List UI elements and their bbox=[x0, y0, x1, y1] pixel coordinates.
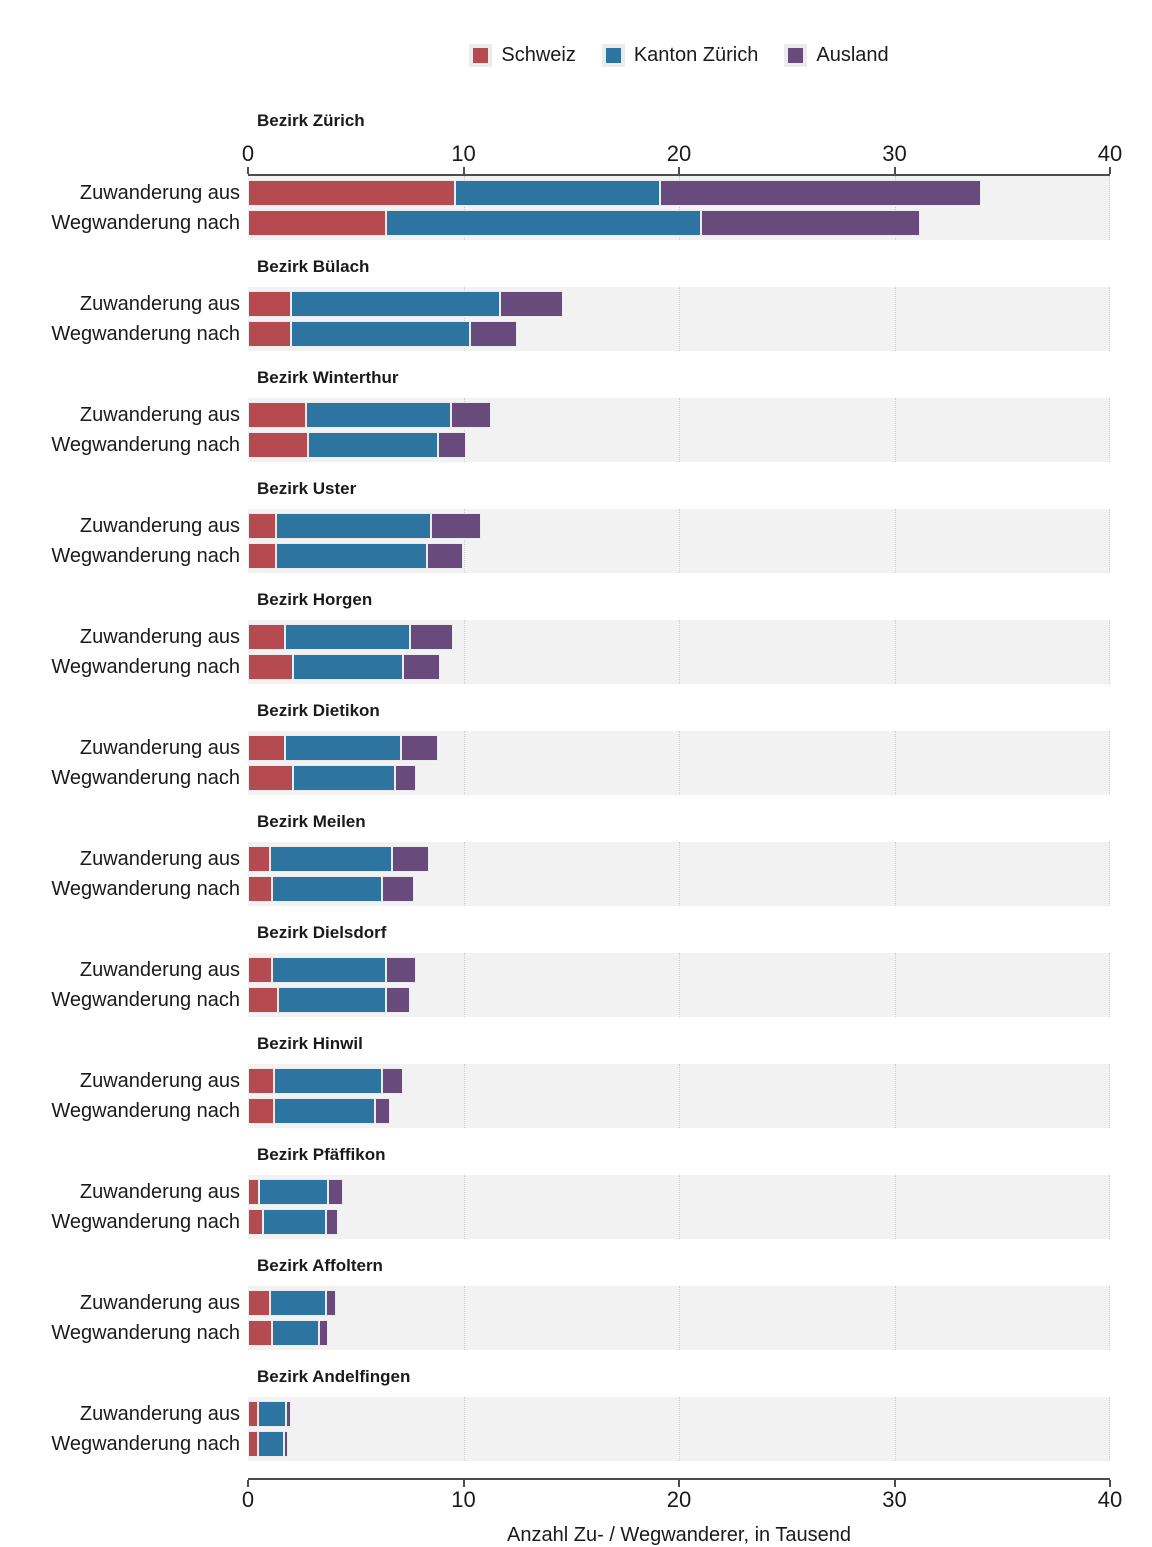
legend-key-icon bbox=[784, 44, 807, 67]
row-labels bbox=[0, 287, 248, 351]
bar-segment bbox=[248, 1098, 274, 1124]
row-labels bbox=[0, 509, 248, 573]
district-block bbox=[0, 1034, 1152, 1128]
bar-segment bbox=[427, 543, 464, 569]
bar-segment bbox=[248, 624, 285, 650]
district-body bbox=[0, 1286, 1152, 1350]
row-label: Zuwanderung aus bbox=[79, 1403, 240, 1425]
row-label: Wegwanderung nach bbox=[51, 545, 240, 567]
bar-segment bbox=[701, 210, 921, 236]
bar-segment bbox=[455, 180, 660, 206]
district-block bbox=[0, 1256, 1152, 1350]
district-body bbox=[0, 620, 1152, 684]
legend-item bbox=[602, 44, 759, 67]
x-axis-bottom bbox=[241, 1478, 1123, 1513]
row-label: Zuwanderung aus bbox=[79, 1292, 240, 1314]
plot-panel bbox=[248, 176, 1110, 240]
x-axis-tick-label: 40 bbox=[1097, 1487, 1123, 1512]
bar-segment bbox=[248, 957, 272, 983]
bar-segment bbox=[274, 1098, 375, 1124]
stacked-bar bbox=[248, 1290, 1110, 1316]
plot-panel bbox=[248, 398, 1110, 462]
bar-segment bbox=[248, 291, 291, 317]
stacked-bar bbox=[248, 1209, 1110, 1235]
legend-swatch-2 bbox=[788, 48, 803, 63]
plot-panel bbox=[248, 842, 1110, 906]
bar-segment bbox=[293, 654, 403, 680]
row-labels bbox=[0, 842, 248, 906]
row-label: Wegwanderung nach bbox=[51, 1433, 240, 1455]
legend-label: Schweiz bbox=[501, 44, 576, 66]
plot-panel bbox=[248, 620, 1110, 684]
legend-label: Ausland bbox=[816, 44, 889, 66]
row-label: Wegwanderung nach bbox=[51, 434, 240, 456]
row-label: Zuwanderung aus bbox=[79, 737, 240, 759]
bar-segment bbox=[328, 1179, 343, 1205]
x-axis-tick-label: 20 bbox=[666, 1487, 692, 1512]
row-label: Wegwanderung nach bbox=[51, 1211, 240, 1233]
stacked-bar bbox=[248, 1098, 1110, 1124]
district-body bbox=[0, 1397, 1152, 1461]
bar-segment bbox=[248, 1290, 270, 1316]
legend-key-icon bbox=[602, 44, 625, 67]
legend-item bbox=[784, 44, 888, 67]
stacked-bar bbox=[248, 402, 1110, 428]
bar-segment bbox=[293, 765, 394, 791]
bar-segment bbox=[392, 846, 429, 872]
bar-segment bbox=[248, 876, 272, 902]
bar-segment bbox=[248, 402, 306, 428]
district-title: Bezirk Bülach bbox=[257, 257, 370, 276]
row-label: Wegwanderung nach bbox=[51, 323, 240, 345]
x-axis-tick-label: 10 bbox=[451, 1487, 476, 1512]
district-block bbox=[0, 1145, 1152, 1239]
district-title: Bezirk Pfäffikon bbox=[257, 1145, 386, 1164]
x-axis-tick-label: 0 bbox=[241, 141, 255, 166]
bar-segment bbox=[258, 1431, 284, 1457]
bar-segment bbox=[272, 957, 386, 983]
bar-segment bbox=[248, 654, 293, 680]
bar-segment bbox=[308, 432, 437, 458]
bar-segment bbox=[660, 180, 981, 206]
district-block bbox=[0, 923, 1152, 1017]
legend bbox=[248, 42, 1110, 69]
row-label: Zuwanderung aus bbox=[79, 293, 240, 315]
bar-segment bbox=[278, 987, 386, 1013]
row-label: Zuwanderung aus bbox=[79, 959, 240, 981]
district-block bbox=[0, 257, 1152, 351]
bar-segment bbox=[248, 321, 291, 347]
x-axis-top bbox=[241, 141, 1123, 176]
row-label: Wegwanderung nach bbox=[51, 1100, 240, 1122]
bar-segment bbox=[291, 321, 470, 347]
district-title: Bezirk Winterthur bbox=[257, 368, 399, 387]
x-axis-tick-label: 0 bbox=[241, 1487, 255, 1512]
district-body bbox=[0, 176, 1152, 240]
bar-segment bbox=[319, 1320, 328, 1346]
x-axis-ticks bbox=[248, 1480, 1110, 1487]
stacked-bar bbox=[248, 1320, 1110, 1346]
bar-segment bbox=[470, 321, 517, 347]
bar-segment bbox=[386, 957, 416, 983]
bar-segment bbox=[306, 402, 450, 428]
row-label: Wegwanderung nach bbox=[51, 878, 240, 900]
stacked-bar bbox=[248, 513, 1110, 539]
x-axis-tick-label: 40 bbox=[1097, 141, 1123, 166]
stacked-bar bbox=[248, 321, 1110, 347]
bar-segment bbox=[382, 1068, 404, 1094]
district-title: Bezirk Meilen bbox=[257, 812, 366, 831]
district-title: Bezirk Zürich bbox=[257, 111, 365, 130]
bar-segment bbox=[285, 624, 410, 650]
bar-segment bbox=[403, 654, 440, 680]
district-title: Bezirk Andelfingen bbox=[257, 1367, 411, 1386]
bar-segment bbox=[451, 402, 492, 428]
stacked-bar bbox=[248, 957, 1110, 983]
legend-swatch-1 bbox=[606, 48, 621, 63]
stacked-bar bbox=[248, 735, 1110, 761]
bar-segment bbox=[386, 210, 701, 236]
bar-segment bbox=[401, 735, 438, 761]
bar-segment bbox=[272, 1320, 319, 1346]
bar-segment bbox=[248, 543, 276, 569]
row-label: Zuwanderung aus bbox=[79, 848, 240, 870]
row-label: Zuwanderung aus bbox=[79, 515, 240, 537]
stacked-bar bbox=[248, 846, 1110, 872]
bar-segment bbox=[272, 876, 382, 902]
x-axis-tick-mark bbox=[1109, 167, 1111, 174]
district-body bbox=[0, 1064, 1152, 1128]
plot-panel bbox=[248, 1286, 1110, 1350]
district-body bbox=[0, 287, 1152, 351]
district-block bbox=[0, 812, 1152, 906]
legend-key-icon bbox=[469, 44, 492, 67]
district-block bbox=[0, 479, 1152, 573]
bar-segment bbox=[291, 291, 500, 317]
bar-segment bbox=[274, 1068, 382, 1094]
x-axis-tick-label: 20 bbox=[666, 141, 692, 166]
bar-segment bbox=[284, 1431, 288, 1457]
district-title: Bezirk Affoltern bbox=[257, 1256, 383, 1275]
legend-swatch-0 bbox=[473, 48, 488, 63]
bar-segment bbox=[248, 210, 386, 236]
bar-segment bbox=[248, 735, 285, 761]
bar-segment bbox=[248, 1431, 258, 1457]
row-label: Zuwanderung aus bbox=[79, 182, 240, 204]
x-axis-tick-mark bbox=[678, 1480, 680, 1487]
district-title: Bezirk Dietikon bbox=[257, 701, 380, 720]
bar-segment bbox=[248, 513, 276, 539]
district-title: Bezirk Dielsdorf bbox=[257, 923, 387, 942]
row-labels bbox=[0, 176, 248, 240]
bar-segment bbox=[270, 1290, 326, 1316]
row-labels bbox=[0, 731, 248, 795]
plot-panel bbox=[248, 1175, 1110, 1239]
row-label: Wegwanderung nach bbox=[51, 767, 240, 789]
bar-segment bbox=[248, 765, 293, 791]
stacked-bar bbox=[248, 987, 1110, 1013]
stacked-bar bbox=[248, 180, 1110, 206]
x-axis-tick-mark bbox=[463, 167, 465, 174]
district-body bbox=[0, 398, 1152, 462]
stacked-bar bbox=[248, 624, 1110, 650]
bar-segment bbox=[248, 1209, 263, 1235]
row-label: Zuwanderung aus bbox=[79, 1181, 240, 1203]
district-title: Bezirk Horgen bbox=[257, 590, 373, 609]
bar-segment bbox=[285, 735, 401, 761]
stacked-bar bbox=[248, 432, 1110, 458]
x-axis-tick-mark bbox=[894, 167, 896, 174]
bar-segment bbox=[263, 1209, 325, 1235]
bar-segment bbox=[395, 765, 417, 791]
x-axis-tick-mark bbox=[894, 1480, 896, 1487]
bar-segment bbox=[276, 513, 431, 539]
row-label: Wegwanderung nach bbox=[51, 1322, 240, 1344]
x-axis-tick-mark bbox=[463, 1480, 465, 1487]
row-labels bbox=[0, 953, 248, 1017]
district-block bbox=[0, 111, 1152, 240]
stacked-bar bbox=[248, 765, 1110, 791]
row-labels bbox=[0, 1175, 248, 1239]
bar-segment bbox=[410, 624, 453, 650]
stacked-bar bbox=[248, 291, 1110, 317]
row-label: Wegwanderung nach bbox=[51, 212, 240, 234]
stacked-bar bbox=[248, 654, 1110, 680]
x-axis-tick-label: 10 bbox=[451, 141, 476, 166]
district-body bbox=[0, 509, 1152, 573]
district-body bbox=[0, 953, 1152, 1017]
district-block bbox=[0, 701, 1152, 795]
x-axis-tick-label: 30 bbox=[882, 141, 907, 166]
stacked-bar bbox=[248, 1401, 1110, 1427]
row-labels bbox=[0, 1064, 248, 1128]
bar-segment bbox=[438, 432, 466, 458]
bar-segment bbox=[386, 987, 410, 1013]
district-body bbox=[0, 731, 1152, 795]
row-labels bbox=[0, 620, 248, 684]
x-axis-tick-labels bbox=[241, 141, 1123, 167]
x-axis-tick-mark bbox=[247, 1480, 249, 1487]
x-axis-tick-label: 30 bbox=[882, 1487, 907, 1512]
stacked-bar bbox=[248, 543, 1110, 569]
bar-segment bbox=[326, 1290, 337, 1316]
bar-segment bbox=[259, 1179, 328, 1205]
x-axis-ticks bbox=[248, 167, 1110, 174]
plot-panel bbox=[248, 953, 1110, 1017]
row-labels bbox=[0, 398, 248, 462]
plot-panel bbox=[248, 1397, 1110, 1461]
bar-segment bbox=[270, 846, 393, 872]
plot-panel bbox=[248, 1064, 1110, 1128]
bar-segment bbox=[286, 1401, 291, 1427]
x-axis-tick-mark bbox=[1109, 1480, 1111, 1487]
bar-segment bbox=[248, 432, 308, 458]
district-block bbox=[0, 1367, 1152, 1461]
plot-panel bbox=[248, 509, 1110, 573]
bar-segment bbox=[248, 1401, 258, 1427]
row-label: Wegwanderung nach bbox=[51, 989, 240, 1011]
stacked-bar bbox=[248, 876, 1110, 902]
bar-segment bbox=[276, 543, 427, 569]
plot-panel bbox=[248, 287, 1110, 351]
bar-segment bbox=[248, 987, 278, 1013]
legend-label: Kanton Zürich bbox=[633, 44, 759, 66]
chart-blocks bbox=[0, 111, 1152, 1461]
row-label: Wegwanderung nach bbox=[51, 656, 240, 678]
bar-segment bbox=[431, 513, 481, 539]
bar-segment bbox=[258, 1401, 286, 1427]
x-axis-tick-labels bbox=[241, 1487, 1123, 1513]
x-axis-tick-mark bbox=[678, 167, 680, 174]
district-title: Bezirk Hinwil bbox=[257, 1034, 363, 1053]
district-body bbox=[0, 842, 1152, 906]
bar-segment bbox=[248, 180, 455, 206]
row-label: Zuwanderung aus bbox=[79, 626, 240, 648]
stacked-bar bbox=[248, 1431, 1110, 1457]
district-block bbox=[0, 368, 1152, 462]
stacked-bar bbox=[248, 1179, 1110, 1205]
row-label: Zuwanderung aus bbox=[79, 404, 240, 426]
x-axis-tick-mark bbox=[247, 167, 249, 174]
row-labels bbox=[0, 1286, 248, 1350]
district-body bbox=[0, 1175, 1152, 1239]
x-axis-title: Anzahl Zu- / Wegwanderer, in Tausend bbox=[507, 1524, 851, 1546]
row-labels bbox=[0, 1397, 248, 1461]
bar-segment bbox=[382, 876, 414, 902]
bar-segment bbox=[248, 1068, 274, 1094]
bar-segment bbox=[500, 291, 562, 317]
legend-item bbox=[469, 44, 575, 67]
bar-segment bbox=[248, 1179, 259, 1205]
district-title: Bezirk Uster bbox=[257, 479, 357, 498]
bar-segment bbox=[375, 1098, 390, 1124]
stacked-bar bbox=[248, 1068, 1110, 1094]
plot-panel bbox=[248, 731, 1110, 795]
bar-segment bbox=[248, 1320, 272, 1346]
bar-segment bbox=[326, 1209, 339, 1235]
row-label: Zuwanderung aus bbox=[79, 1070, 240, 1092]
district-block bbox=[0, 590, 1152, 684]
stacked-bar bbox=[248, 210, 1110, 236]
bar-segment bbox=[248, 846, 270, 872]
